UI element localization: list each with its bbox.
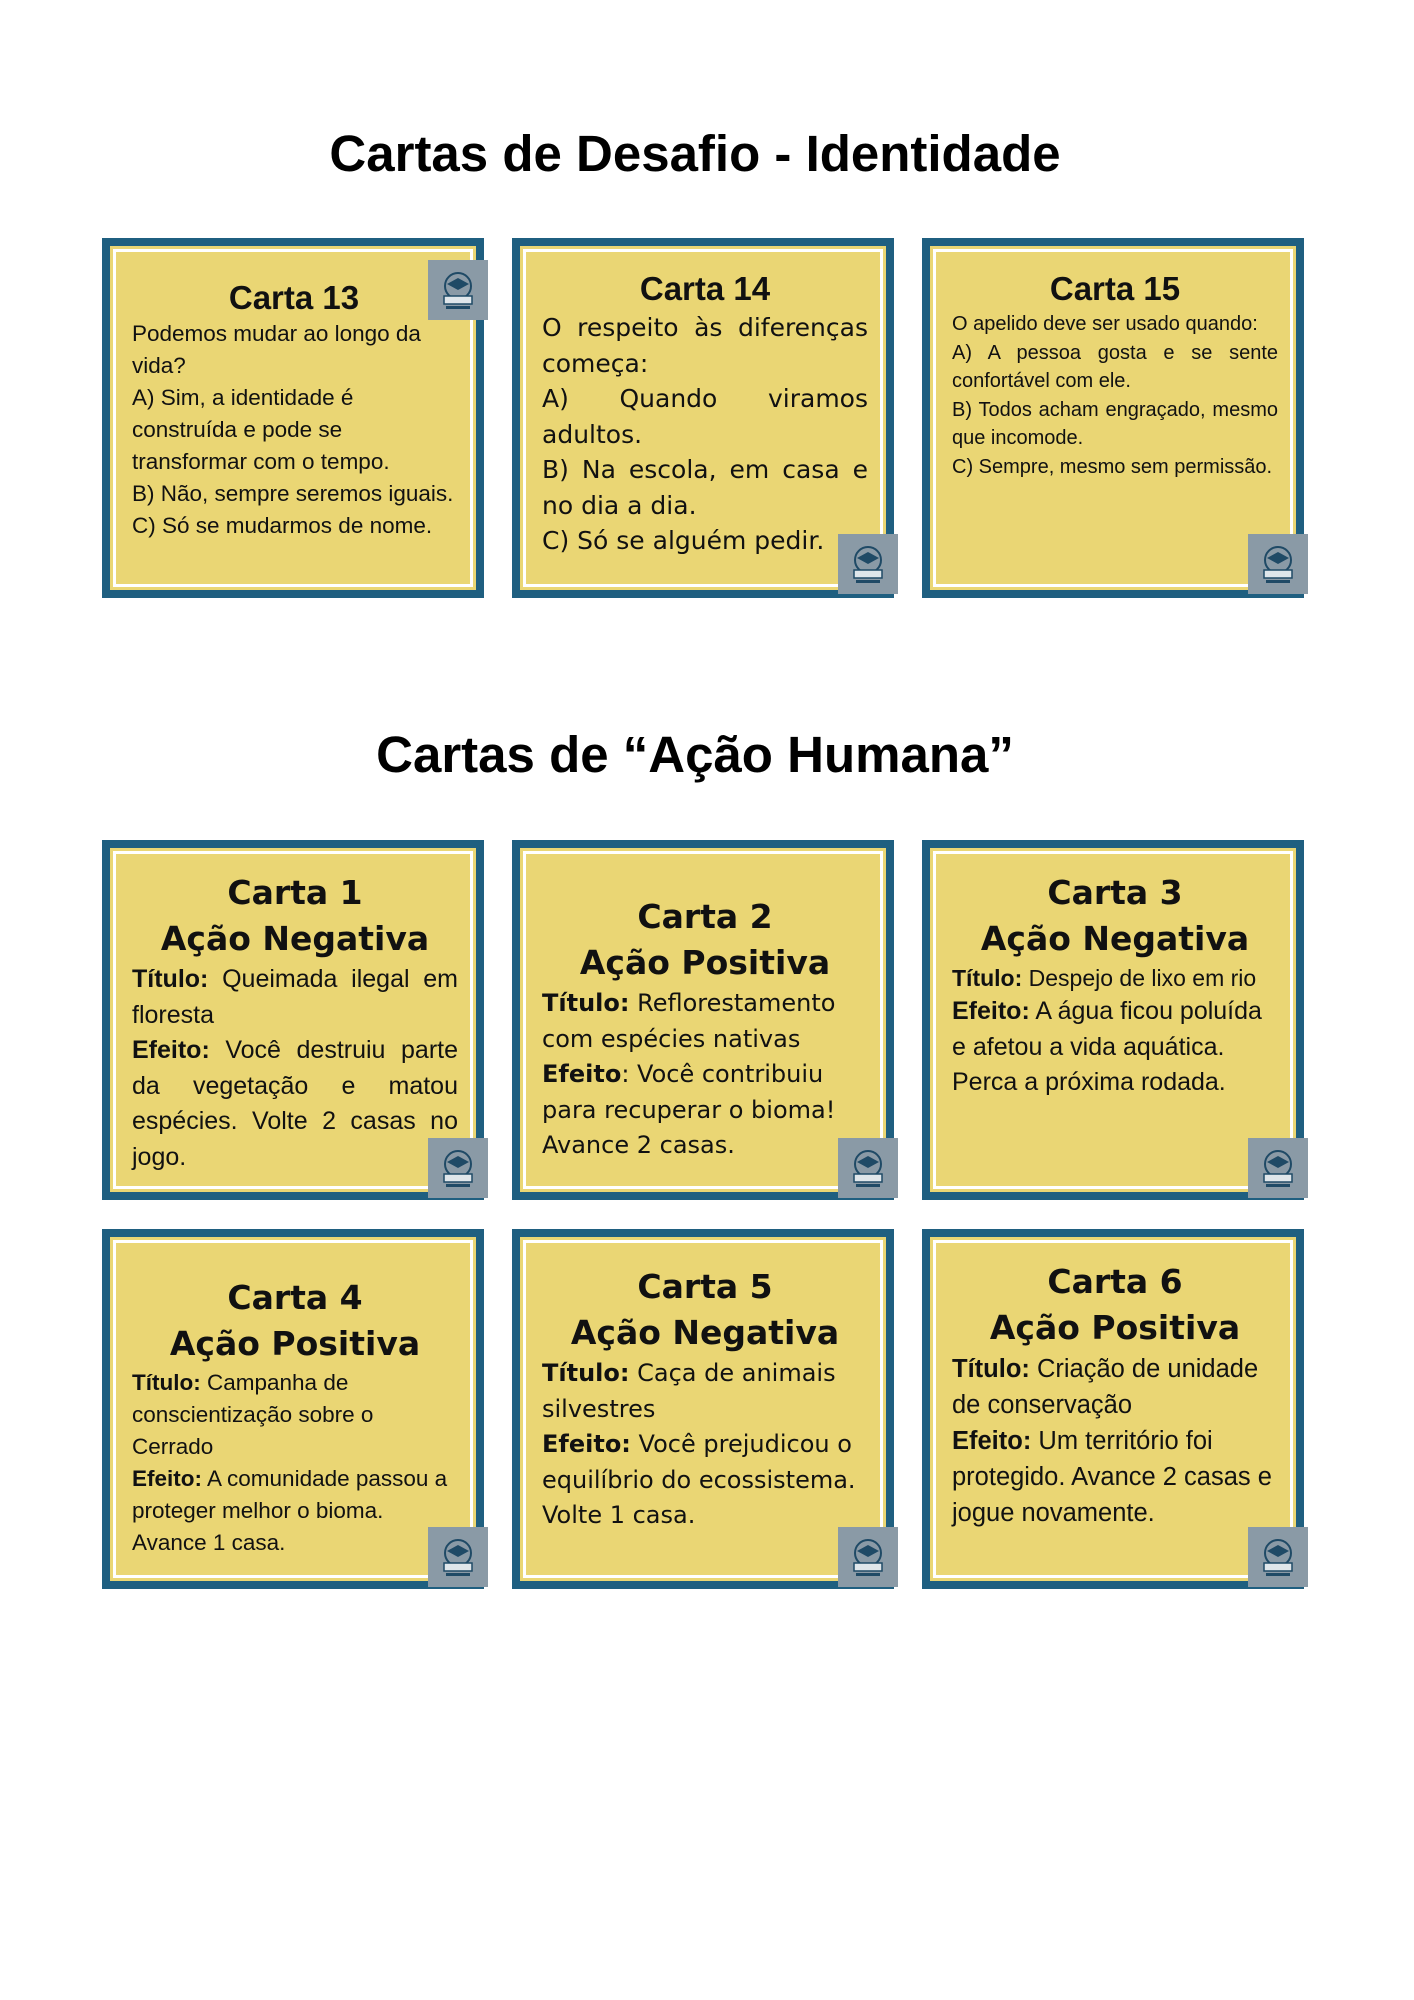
efeito-text: Você prejudicou o equilíbrio do ecossistema. Volte 1 casa. xyxy=(542,1430,856,1529)
card-action-type: Ação Negativa xyxy=(980,919,1250,958)
option-a: A) A pessoa gosta e se sente confortável com ele. xyxy=(952,341,1278,392)
question-text: Podemos mudar ao longo da vida? xyxy=(132,321,421,378)
question-text: O apelido deve ser usado quando: xyxy=(952,313,1258,335)
card-efeito xyxy=(542,1427,868,1534)
efeito-label: Efeito: xyxy=(542,1430,631,1458)
card-action-type: Ação Positiva xyxy=(579,943,831,982)
card-1 xyxy=(102,840,484,1200)
card-titulo xyxy=(952,1351,1278,1423)
titulo-text: Criação de unidade de conservação xyxy=(952,1355,1259,1419)
option-c: C) Só se mudarmos de nome. xyxy=(132,513,433,538)
option-b: B) Todos acham engraçado, mesmo que incomode. xyxy=(952,398,1278,449)
titulo-text: Reflorestamento com espécies nativas xyxy=(542,989,836,1053)
card-action-type: Ação Negativa xyxy=(570,1313,840,1352)
card-efeito xyxy=(952,1423,1278,1531)
card-15 xyxy=(922,238,1304,598)
efeito-label: Efeito: xyxy=(132,1466,202,1491)
efeito-label: Efeito: xyxy=(132,1036,210,1064)
titulo-text: Campanha de conscientização sobre o Cerrado xyxy=(132,1370,374,1459)
section-title-acao-humana: Cartas de “Ação Humana” xyxy=(376,726,1014,783)
efeito-text: Você destruiu parte da vegetação e matou espécies. Volte 2 casas no jogo. xyxy=(132,1036,458,1171)
card-title: Carta 3 xyxy=(1047,873,1183,912)
card-title: Carta 1 xyxy=(227,873,363,912)
efeito-text: : Você contribuiu para recuperar o bioma! Avance 2 casas. xyxy=(542,1060,836,1159)
card-action-type: Ação Positiva xyxy=(989,1308,1241,1347)
card-title: Carta 15 xyxy=(1049,270,1181,307)
card-titulo xyxy=(542,1356,868,1427)
option-b: B) Na escola, em casa e no dia a dia. xyxy=(542,455,868,520)
efeito-label: Efeito xyxy=(542,1060,622,1088)
card-3 xyxy=(922,840,1304,1200)
titulo-label: Título: xyxy=(952,965,1023,991)
card-title: Carta 6 xyxy=(1047,1262,1183,1301)
titulo-text: Despejo de lixo em rio xyxy=(1028,965,1257,991)
card-2 xyxy=(512,840,894,1200)
card-action-type: Ação Negativa xyxy=(160,919,430,958)
card-efeito xyxy=(132,1033,458,1175)
card-titulo xyxy=(132,962,458,1033)
question-text: O respeito às diferenças começa: xyxy=(542,313,868,378)
efeito-text: Um território foi protegido. Avance 2 casas e jogue novamente. xyxy=(952,1427,1272,1527)
option-c: C) Só se alguém pedir. xyxy=(542,526,825,555)
card-title: Carta 14 xyxy=(639,270,771,307)
titulo-label: Título: xyxy=(542,1359,630,1387)
card-efeito xyxy=(952,994,1278,1101)
card-5 xyxy=(512,1229,894,1589)
card-title: Carta 5 xyxy=(637,1267,773,1306)
card-title: Carta 4 xyxy=(227,1278,363,1317)
efeito-label: Efeito: xyxy=(952,997,1030,1025)
titulo-label: Título: xyxy=(952,1355,1030,1383)
card-4 xyxy=(102,1229,484,1589)
card-6 xyxy=(922,1229,1304,1589)
card-title: Carta 13 xyxy=(228,279,360,316)
efeito-label: Efeito: xyxy=(952,1427,1032,1455)
card-title: Carta 2 xyxy=(637,897,773,936)
option-b: B) Não, sempre seremos iguais. xyxy=(132,481,454,506)
card-titulo xyxy=(952,962,1278,994)
option-a: A) Quando viramos adultos. xyxy=(542,384,868,449)
card-titulo xyxy=(542,986,868,1057)
card-efeito xyxy=(132,1463,458,1559)
section-title-identidade: Cartas de Desafio - Identidade xyxy=(329,125,1061,182)
efeito-text: A água ficou poluída e afetou a vida aquática. Perca a próxima rodada. xyxy=(952,997,1262,1096)
card-14 xyxy=(512,238,894,598)
card-action-type: Ação Positiva xyxy=(169,1324,421,1363)
titulo-label: Título: xyxy=(132,965,209,993)
card-efeito xyxy=(542,1057,868,1164)
card-13 xyxy=(102,238,484,598)
titulo-text: Queimada ilegal em floresta xyxy=(132,965,458,1029)
titulo-text: Caça de animais silvestres xyxy=(542,1359,836,1423)
card-titulo xyxy=(132,1367,458,1463)
efeito-text: A comunidade passou a proteger melhor o bioma. Avance 1 casa. xyxy=(132,1466,448,1555)
titulo-label: Título: xyxy=(132,1370,201,1395)
option-c: C) Sempre, mesmo sem permissão. xyxy=(952,455,1273,478)
titulo-label: Título: xyxy=(542,989,630,1017)
option-a: A) Sim, a identidade é construída e pode se transformar com o tempo. xyxy=(132,385,390,474)
